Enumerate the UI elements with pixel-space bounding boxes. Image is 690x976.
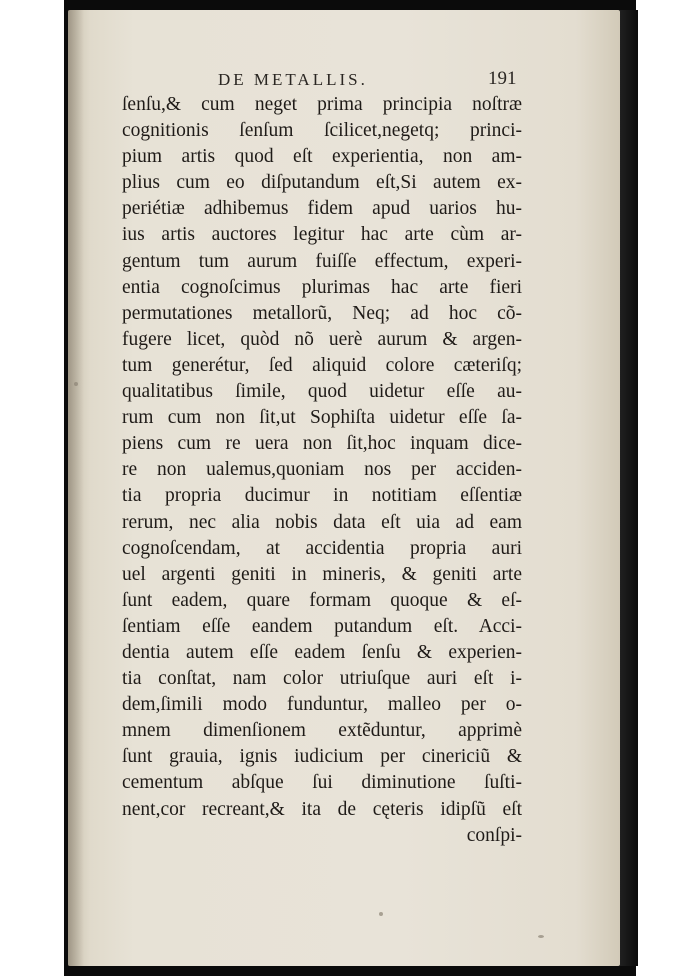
text-line: tia propria ducimur in notitiam eſſentiæ: [122, 485, 522, 507]
book-page: [68, 10, 620, 966]
text-line: cognoſcendam, at accidentia propria auri: [122, 537, 522, 559]
paper-speck: [74, 382, 78, 386]
text-line: fugere licet, quòd nõ uerè aurum & argen-: [122, 328, 522, 350]
text-line: tia conſtat, nam color utriuſque auri eſt i-: [122, 668, 522, 690]
text-line: rum cum non ſit,ut Sophiſta uidetur eſſe ſa-: [122, 407, 522, 429]
text-line: gentum tum aurum fuiſſe effectum, experi-: [122, 250, 522, 272]
text-line: cementum abſque ſui diminutione ſuſti-: [122, 772, 522, 794]
text-line: re non ualemus,quoniam nos per acciden-: [122, 459, 522, 481]
text-line: ius artis auctores legitur hac arte cùm ar-: [122, 224, 522, 246]
text-line: rerum, nec alia nobis data eſt uia ad eam: [122, 511, 522, 533]
text-line: dem,ſimili modo funduntur, malleo per o-: [122, 694, 522, 716]
body-text: [122, 92, 522, 849]
text-line: ſenſu,& cum neget prima principia noſtræ: [122, 94, 522, 115]
paper-speck: [379, 912, 383, 916]
text-line: qualitatibus ſimile, quod uidetur eſſe au-: [122, 381, 522, 403]
running-head: DE METALLIS.: [218, 70, 368, 89]
paper-speck: [538, 935, 544, 938]
gutter-shadow: [68, 10, 84, 966]
page-number: 191: [488, 68, 517, 89]
text-line: piens cum re uera non ſit,hoc inquam dice-: [122, 433, 522, 455]
text-line: cognitionis ſenſum ſcilicet,negetq; princi-: [122, 120, 522, 142]
page-edge: [620, 10, 638, 966]
text-line: dentia autem eſſe eadem ſenſu & experien-: [122, 641, 522, 663]
text-line: tum generétur, ſed aliquid colore cæteriſq;: [122, 354, 522, 376]
text-line: pium artis quod eſt experientia, non am-: [122, 146, 522, 168]
text-line: uel argenti geniti in mineris, & geniti arte: [122, 563, 522, 585]
text-line: ſunt eadem, quare formam quoque & eſ-: [122, 589, 522, 611]
text-line: nent,cor recreant,& ita de cęteris idipſũ eſt: [122, 798, 522, 820]
text-line: ſentiam eſſe eandem putandum eſt. Acci-: [122, 615, 522, 637]
text-line: mnem dimenſionem extẽduntur, apprimè: [122, 720, 522, 742]
text-line: periétiæ adhibemus fidem apud uarios hu-: [122, 198, 522, 220]
text-line: permutationes metallorũ, Neq; ad hoc cõ-: [122, 302, 522, 324]
text-line: ſunt grauia, ignis iudicium per cinericiũ &: [122, 746, 522, 768]
text-line: plius cum eo diſputandum eſt,Si autem ex-: [122, 172, 522, 194]
catchword: conſpi-: [466, 824, 522, 846]
text-line: entia cognoſcimus plurimas hac arte fieri: [122, 276, 522, 298]
